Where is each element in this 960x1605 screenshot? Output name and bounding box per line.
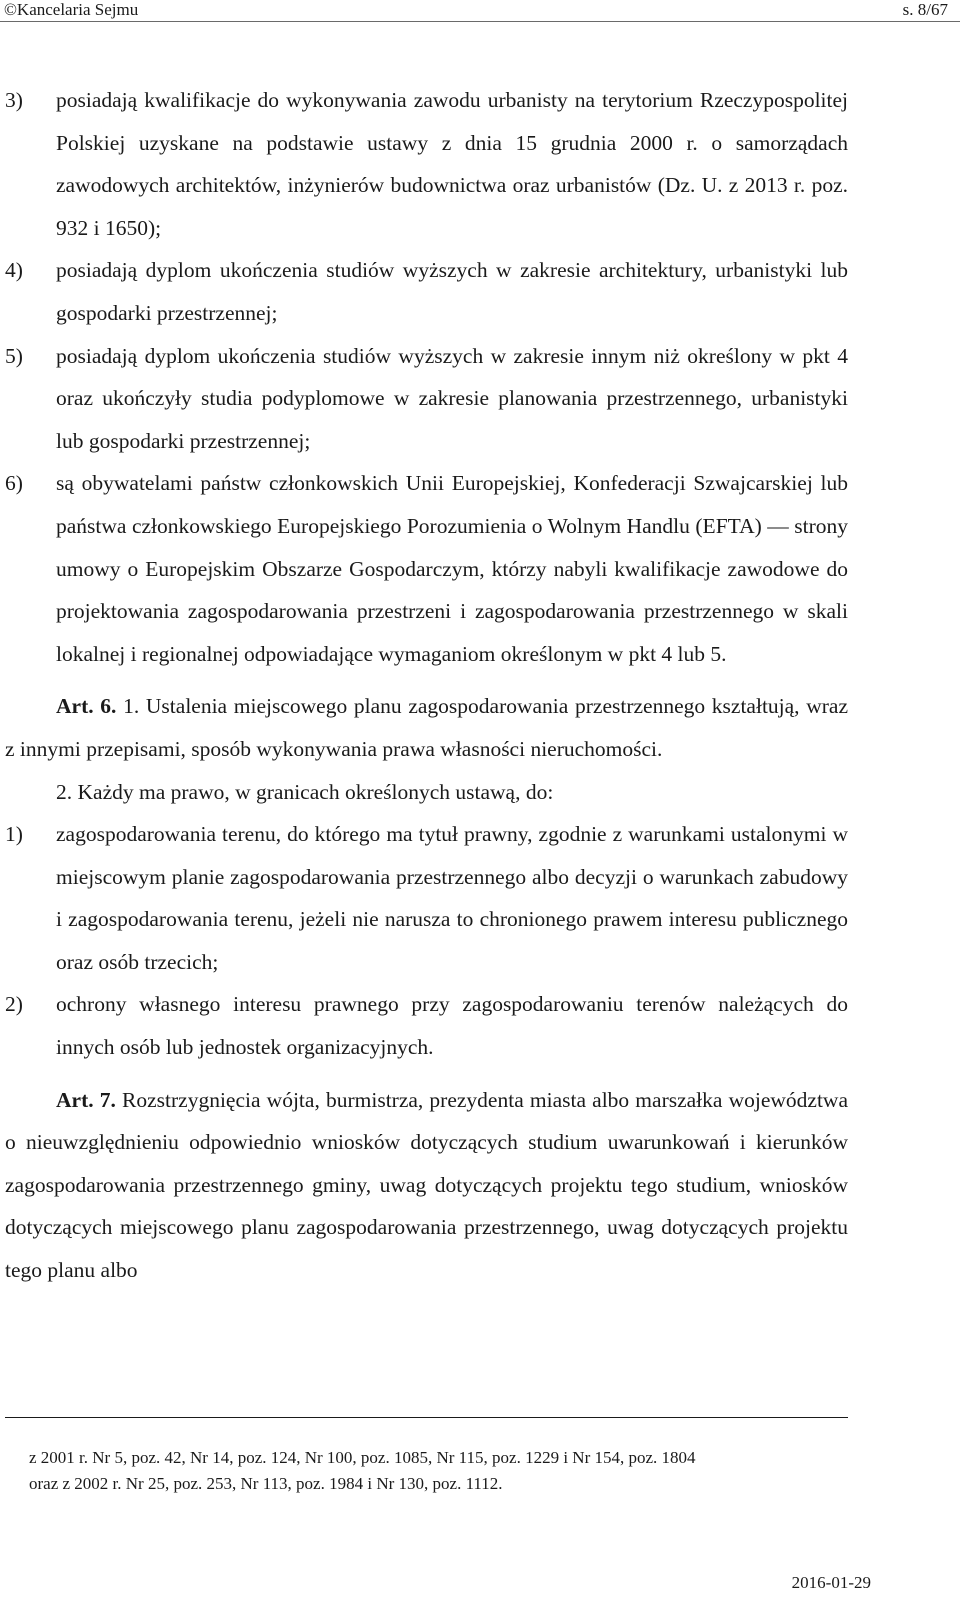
- list-item-number: 1): [5, 822, 23, 847]
- article-6-p1-text: Ustalenia miejscowego planu zagospodarowania przestrzennego kształtują, wraz z innymi przepisami, sposób wykonywania prawa własności nieruchomości.: [5, 694, 849, 761]
- page-header: [0, 0, 960, 22]
- list-item: [5, 335, 848, 463]
- article-7-paragraph: [5, 1079, 848, 1292]
- list-item-text: zagospodarowania terenu, do którego ma tytuł prawny, zgodnie z warunkami ustalonymi w miejscowym planie zagospodarowania przestrzennego albo decyzji o warunkach zabudowy i zagospodarowania terenu, jeżeli nie narusza to chronionego prawem interesu publicznego oraz osób trzecich;: [56, 822, 848, 974]
- document-date: 2016-01-29: [791, 1573, 871, 1592]
- list-item-number: 6): [5, 471, 23, 496]
- article-7-label: Art. 7.: [56, 1087, 116, 1112]
- article-7-text: Rozstrzygnięcia wójta, burmistrza, prezydenta miasta albo marszałka województwa o nieuwzględnieniu odpowiednio wniosków dotyczących studium uwarunkowań i kierunków zagospodarowania przestrzennego gminy, uwag dotyczących projektu tego studium, wniosków dotyczących miejscowego planu zagospodarowania przestrzennego, uwag dotyczących projektu tego planu albo: [5, 1087, 849, 1283]
- list-item-text: posiadają kwalifikacje do wykonywania zawodu urbanisty na terytorium Rzeczypospolitej Polskiej uzyskane na podstawie ustawy z dnia 15 grudnia 2000 r. o samorządach zawodowych architektów, inżynierów budownictwa oraz urbanistów (Dz. U. z 2013 r. poz. 932 i 1650);: [56, 88, 848, 240]
- list-item-text: ochrony własnego interesu prawnego przy zagospodarowaniu terenów należących do innych osób lub jednostek organizacyjnych.: [56, 992, 848, 1060]
- document-body: [5, 79, 848, 1292]
- footnote: [29, 1445, 849, 1497]
- page-number: s. 8/67: [902, 0, 948, 19]
- list-item: [5, 462, 848, 675]
- list-item-text: posiadają dyplom ukończenia studiów wyższych w zakresie architektury, urbanistyki lub gospodarki przestrzennej;: [56, 258, 848, 325]
- article-6-label: Art. 6.: [56, 694, 117, 719]
- list-item: [5, 249, 848, 334]
- list-item-number: 3): [5, 88, 23, 112]
- article-6-paragraph-1: [5, 685, 848, 770]
- header-divider: [0, 21, 960, 22]
- footnote-line: z 2001 r. Nr 5, poz. 42, Nr 14, poz. 124, Nr 100, poz. 1085, Nr 115, poz. 1229 i Nr 154, poz. 1804: [29, 1448, 696, 1467]
- list-item-text: posiadają dyplom ukończenia studiów wyższych w zakresie innym niż określony w pkt 4 oraz ukończyły studia podyplomowe w zakresie planowania przestrzennego, urbanistyki lub gospodarki przestrzennej;: [56, 343, 848, 453]
- list-item-number: 5): [5, 343, 23, 368]
- list-item-text: są obywatelami państw członkowskich Unii Europejskiej, Konfederacji Szwajcarskiej lub państwa członkowskiego Europejskiego Porozumienia o Wolnym Handlu (EFTA) — strony umowy o Europejskim Obszarze Gospodarczym, którzy nabyli kwalifikacje zawodowe do projektowania zagospodarowania przestrzeni i zagospodarowania przestrzennego w skali lokalnej i regionalnej odpowiadające wymaganiom określonym w pkt 4 lub 5.: [56, 471, 848, 666]
- article-6-p1-number: 1.: [123, 694, 140, 719]
- list-item: [5, 813, 848, 983]
- list-item-number: 2): [5, 992, 23, 1017]
- footnote-line: oraz z 2002 r. Nr 25, poz. 253, Nr 113, poz. 1984 i Nr 130, poz. 1112.: [29, 1474, 503, 1493]
- article-6-paragraph-2: 2. Każdy ma prawo, w granicach określonych ustawą, do:: [56, 779, 554, 804]
- list-item: [5, 79, 848, 249]
- header-source: ©Kancelaria Sejmu: [4, 0, 139, 19]
- list-item: [5, 983, 848, 1068]
- footnote-divider: [5, 1417, 848, 1418]
- list-item-number: 4): [5, 258, 23, 283]
